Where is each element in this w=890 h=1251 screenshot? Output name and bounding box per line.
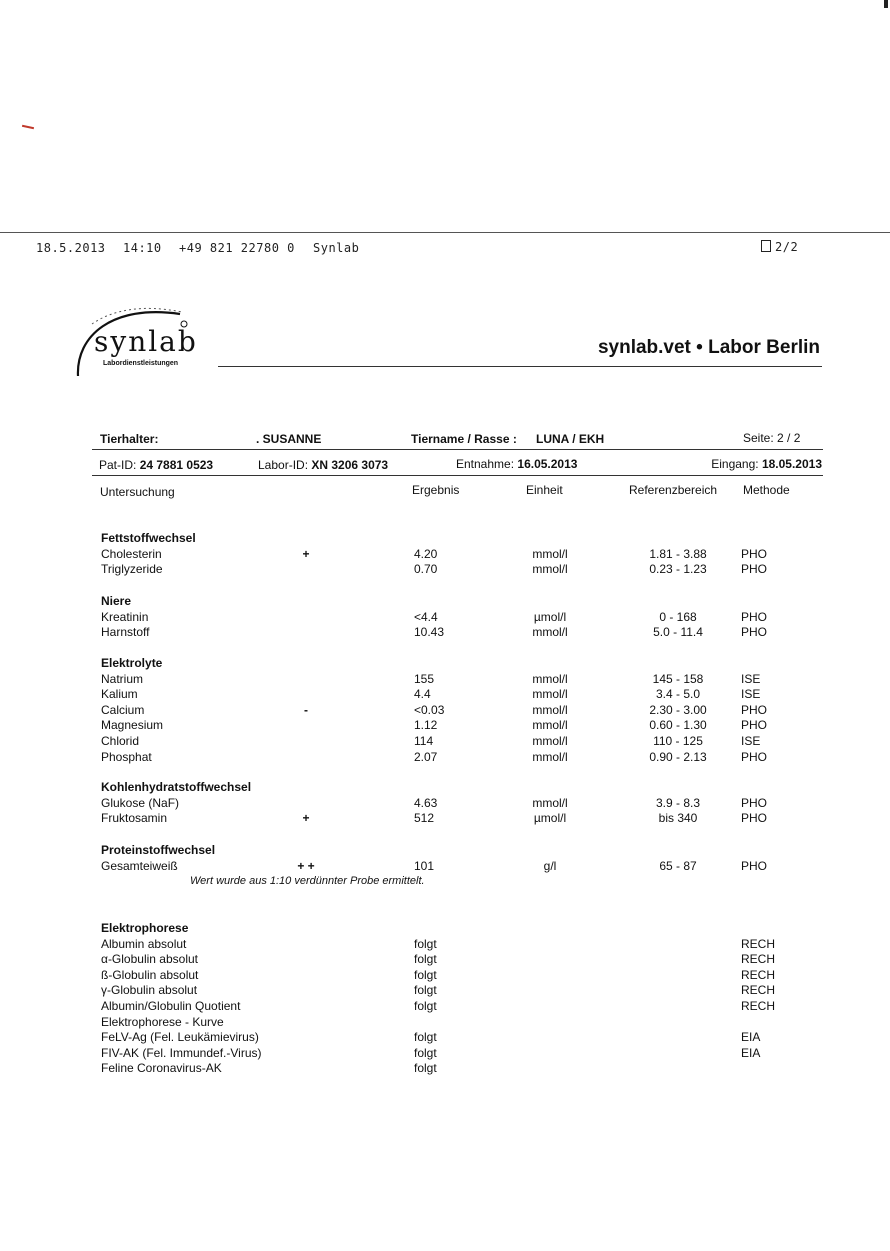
test-result: folgt: [414, 936, 437, 951]
test-unit: mmol/l: [532, 687, 568, 702]
owner-value: . SUSANNE: [256, 432, 322, 446]
reference-range: bis 340: [658, 811, 698, 826]
logo-tagline: Labordienstleistungen: [103, 360, 179, 367]
test-name: Albumin absolut: [101, 936, 187, 951]
section-title: Kohlenhydratstoffwechsel: [101, 780, 252, 794]
test-result: 4.20: [414, 546, 438, 561]
test-name: Kreatinin: [101, 609, 149, 624]
column-header-test: Untersuchung: [100, 485, 175, 499]
labid-label: Labor-ID:: [258, 458, 309, 472]
test-name: Chlorid: [101, 734, 140, 748]
test-name: Harnstoff: [101, 625, 150, 640]
scan-mark: [884, 0, 888, 8]
patid: [99, 458, 213, 472]
test-method: RECH: [741, 967, 776, 982]
test-result: 2.07: [414, 749, 438, 764]
section-title: Niere: [101, 594, 132, 608]
animal-value: LUNA / EKH: [536, 432, 605, 446]
labid-value: XN 3206 3073: [311, 458, 389, 472]
test-method: PHO: [741, 811, 768, 826]
test-result: <4.4: [414, 609, 438, 624]
test-result: folgt: [414, 983, 437, 998]
section-title: Fettstoffwechsel: [101, 531, 196, 545]
labid: [258, 458, 388, 472]
test-result: 10.43: [414, 625, 445, 640]
test-unit: mmol/l: [532, 734, 568, 748]
test-method: ISE: [741, 734, 761, 748]
test-result: 155: [414, 671, 435, 686]
fax-sender: Synlab: [313, 241, 360, 255]
test-name: Fruktosamin: [101, 811, 168, 826]
test-name: Triglyzeride: [101, 562, 163, 577]
test-name: Glukose (NaF): [101, 795, 180, 810]
test-name: α-Globulin absolut: [101, 952, 198, 967]
test-name: Gesamteiweiß: [101, 858, 178, 873]
reference-range: 0.23 - 1.23: [649, 562, 707, 577]
test-unit: mmol/l: [532, 546, 568, 561]
flag-indicator: + +: [297, 858, 315, 873]
test-method: EIA: [741, 1030, 761, 1045]
test-name: Feline Coronavirus-AK: [101, 1061, 222, 1076]
test-method: RECH: [741, 983, 776, 998]
report-page: [743, 431, 800, 445]
test-result: 101: [414, 858, 435, 873]
receipt-date: [711, 457, 822, 471]
test-name: Cholesterin: [101, 546, 162, 561]
animal-label: Tiername / Rasse :: [411, 432, 517, 446]
fax-page-number: 2/2: [775, 240, 799, 254]
test-method: PHO: [741, 609, 768, 624]
fax-time: 14:10: [123, 241, 162, 255]
section-title: Elektrophorese: [101, 921, 189, 935]
test-name: Phosphat: [101, 749, 152, 764]
test-result: 114: [414, 734, 434, 748]
receipt-label: Eingang:: [711, 457, 759, 471]
collection-label: Entnahme:: [456, 457, 515, 471]
patient-line-1: [92, 449, 823, 450]
test-method: ISE: [741, 687, 761, 702]
test-method: PHO: [741, 795, 768, 810]
test-result: <0.03: [414, 702, 445, 717]
collection-value: 16.05.2013: [517, 457, 578, 471]
test-result: 0.70: [414, 562, 438, 577]
column-header-reference: Referenzbereich: [629, 483, 718, 497]
logo-wordmark: synlab: [94, 325, 198, 358]
test-method: PHO: [741, 749, 768, 764]
test-result: folgt: [414, 952, 437, 967]
receipt-value: 18.05.2013: [761, 457, 822, 471]
test-unit: mmol/l: [532, 702, 568, 717]
test-method: PHO: [741, 625, 768, 640]
document-icon: [761, 240, 771, 252]
test-result: 1.12: [414, 718, 438, 733]
owner-label: Tierhalter:: [100, 432, 159, 446]
test-method: ISE: [741, 671, 761, 686]
test-name: γ-Globulin absolut: [101, 983, 198, 998]
test-unit: mmol/l: [532, 671, 568, 686]
test-method: RECH: [741, 936, 776, 951]
test-unit: µmol/l: [533, 811, 567, 826]
test-result: folgt: [414, 967, 437, 982]
test-method: PHO: [741, 562, 768, 577]
test-method: PHO: [741, 858, 768, 873]
test-name: ß-Globulin absolut: [101, 967, 199, 982]
section-title: Proteinstoffwechsel: [101, 843, 216, 857]
reference-range: 2.30 - 3.00: [649, 702, 707, 717]
test-method: RECH: [741, 999, 776, 1013]
test-name: Calcium: [101, 702, 145, 717]
reference-range: 5.0 - 11.4: [653, 625, 703, 640]
test-method: RECH: [741, 952, 776, 967]
test-unit: g/l: [543, 858, 557, 873]
test-method: PHO: [741, 718, 768, 733]
result-note: Wert wurde aus 1:10 verdünnter Probe ermittelt.: [190, 875, 425, 888]
section-title: Elektrolyte: [101, 656, 163, 670]
fax-phone: +49 821 22780 0: [179, 241, 295, 255]
test-unit: mmol/l: [532, 562, 568, 577]
column-header-result: Ergebnis: [412, 483, 460, 497]
fax-top-line: [0, 232, 890, 233]
report-page-label: Seite:: [743, 431, 774, 445]
test-name: Magnesium: [101, 718, 164, 733]
reference-range: 0.60 - 1.30: [649, 718, 707, 733]
patid-label: Pat-ID:: [99, 458, 137, 472]
test-result: folgt: [414, 1061, 437, 1076]
reference-range: 1.81 - 3.88: [649, 546, 707, 561]
reference-range: 3.9 - 8.3: [655, 795, 701, 810]
test-result: 4.63: [414, 795, 438, 810]
patid-value: 24 7881 0523: [139, 458, 214, 472]
test-method: EIA: [741, 1045, 761, 1060]
scan-mark: [22, 125, 34, 129]
reference-range: 65 - 87: [659, 858, 697, 873]
column-header-method: Methode: [743, 483, 790, 497]
test-unit: mmol/l: [532, 625, 568, 640]
flag-indicator: -: [304, 702, 308, 717]
column-header-unit: Einheit: [526, 483, 563, 497]
fax-date: 18.5.2013: [36, 241, 106, 255]
lab-name: synlab.vet • Labor Berlin: [597, 337, 820, 358]
test-name: Elektrophorese - Kurve: [101, 1014, 224, 1029]
test-unit: mmol/l: [532, 718, 568, 733]
collection-date: [456, 457, 577, 471]
fax-page: [761, 240, 798, 254]
test-unit: mmol/l: [532, 795, 568, 810]
test-name: Albumin/Globulin Quotient: [101, 999, 241, 1013]
patient-line-2: [92, 475, 823, 476]
test-method: PHO: [741, 546, 768, 561]
test-result: 4.4: [414, 687, 431, 702]
test-name: Natrium: [101, 671, 144, 686]
test-method: PHO: [741, 702, 768, 717]
reference-range: 145 - 158: [652, 671, 704, 686]
test-name: FIV-AK (Fel. Immundef.-Virus): [101, 1045, 262, 1060]
test-name: FeLV-Ag (Fel. Leukämievirus): [101, 1030, 259, 1045]
flag-indicator: +: [302, 546, 310, 561]
reference-range: 0.90 - 2.13: [649, 749, 707, 764]
flag-indicator: +: [302, 811, 310, 826]
test-unit: mmol/l: [532, 749, 568, 764]
reference-range: 0 - 168: [659, 609, 697, 624]
test-result: folgt: [414, 1045, 437, 1060]
test-unit: µmol/l: [533, 609, 567, 624]
reference-range: 3.4 - 5.0: [655, 687, 701, 702]
report-page-value: 2 / 2: [777, 431, 801, 445]
test-result: 512: [414, 811, 435, 826]
reference-range: 110 - 125: [653, 734, 703, 748]
test-name: Kalium: [101, 687, 138, 702]
header-line: [218, 366, 822, 367]
test-result: folgt: [414, 999, 437, 1013]
test-result: folgt: [414, 1030, 437, 1045]
